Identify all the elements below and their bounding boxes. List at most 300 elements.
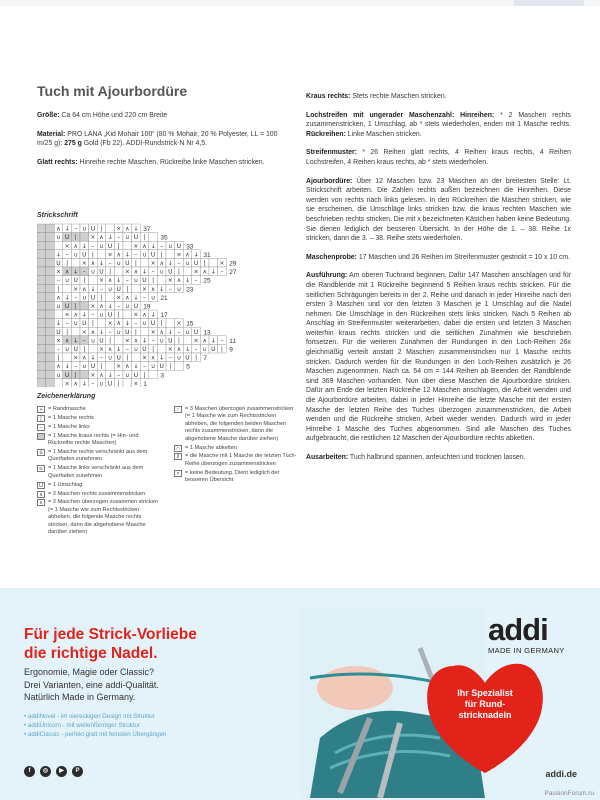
chart-symbol: ∧: [90, 328, 96, 336]
chart-symbol: –: [134, 251, 138, 259]
chart-cell: [46, 353, 55, 362]
chart-symbol: ×: [133, 380, 139, 387]
chart-symbol: |: [177, 337, 180, 345]
chart-symbol: U: [99, 268, 104, 276]
chart-symbol: ×: [193, 268, 199, 276]
kraus-label: Kraus rechts:: [306, 93, 351, 100]
ad-paragraph: [24, 666, 159, 704]
chart-cell: [106, 224, 115, 233]
chart-symbol: ↓: [64, 225, 70, 233]
chart-symbol: ×: [167, 277, 173, 285]
ausarbeiten-label: Ausarbeiten:: [306, 454, 349, 461]
chart-symbol: |: [177, 268, 180, 276]
chart-symbol: ∧: [125, 225, 130, 233]
loch-label2: Rückreihen:: [306, 130, 346, 138]
chart-symbol: |: [74, 371, 77, 379]
chart-symbol: ∪: [133, 346, 139, 353]
loch-paragraph: [306, 111, 571, 140]
chart-symbol: –: [108, 328, 112, 336]
ad-list-item: • addiUnicorn - mit wellenförmiger Struktur: [24, 721, 167, 730]
chart-row-number: 31: [203, 251, 211, 259]
legend-item: [37, 482, 162, 489]
chart-symbol: ∪: [116, 328, 121, 336]
chart-symbol: U: [150, 320, 156, 328]
chart-symbol: U: [133, 234, 139, 242]
chart-symbol: –: [151, 337, 155, 345]
chart-cell: [89, 344, 98, 353]
chart-symbol: ∪: [107, 354, 113, 362]
right-column: [306, 92, 571, 472]
chart-row-number: 11: [229, 337, 236, 345]
chart-cell: [37, 336, 46, 345]
chart-symbol: –: [65, 320, 69, 328]
made-in-germany: MADE IN GERMANY: [488, 646, 565, 655]
chart-symbol: –: [100, 354, 103, 362]
chart-symbol: ∧: [150, 285, 156, 293]
chart-symbol: ↓: [90, 285, 96, 293]
chart-symbol: ↓: [159, 354, 165, 362]
chart-symbol: ↓: [133, 225, 139, 233]
chart-cell: [132, 284, 141, 293]
chart-symbol: ↓: [107, 303, 113, 310]
chart-cell: [37, 370, 46, 379]
chart-symbol: ↓: [90, 354, 96, 362]
chart-symbol: ×: [133, 311, 139, 319]
chart-symbol: ∪: [150, 294, 156, 302]
chart-symbol: –: [143, 363, 146, 371]
chart-cell: [46, 276, 55, 285]
chart-symbol: ×: [124, 268, 130, 276]
chart-symbol: ↓: [193, 251, 199, 259]
ad-paragraph-line3: Natürlich Made in Germany.: [24, 692, 136, 702]
legend-item: [37, 491, 162, 498]
youtube-icon[interactable]: ▶: [56, 766, 67, 777]
chart-symbol: ↓: [184, 277, 191, 285]
ausfuehrung-paragraph: [306, 271, 571, 444]
top-tab: [514, 0, 584, 6]
chart-symbol: ×: [98, 277, 105, 285]
chart-row-number: 33: [186, 243, 194, 251]
chart-symbol: –: [177, 328, 181, 336]
chart-cell: [37, 301, 46, 310]
chart-symbol: |: [74, 234, 77, 242]
chart-symbol: ∪: [107, 285, 113, 293]
chart-cell: [140, 327, 149, 336]
chart-symbol: ×: [176, 320, 182, 328]
ad-paragraph-line1: Ergonomie, Magie oder Classic?: [24, 667, 155, 677]
chart-cell: [37, 293, 46, 302]
chart-symbol: U: [73, 346, 78, 353]
material-paragraph: [37, 130, 293, 149]
chart-cell: [54, 310, 63, 319]
chart-symbol: ×: [167, 346, 173, 353]
chart-cell: [46, 233, 55, 242]
chart-cell: [183, 267, 192, 276]
chart-row-number: 29: [229, 260, 237, 268]
groesse-paragraph: [37, 111, 293, 121]
chart-symbol: ∧: [150, 354, 156, 362]
chart-symbol: –: [65, 251, 69, 259]
groesse-label: Größe:: [37, 112, 60, 119]
chart-cell: [114, 336, 123, 345]
chart-symbol: |: [160, 251, 163, 259]
chart-symbol: ×: [98, 346, 105, 353]
legend-symbol: ∩: [174, 445, 182, 452]
chart-cell: [46, 370, 55, 379]
loch-text: * 2 Maschen rechts zusammenstricken, 1 Umschlag, ab * stets wiederholen, enden mit 1 Masche rechts.: [306, 111, 571, 129]
chart-cell: [63, 353, 72, 362]
chart-symbol: ∪: [168, 242, 173, 250]
ad-product-list: [24, 712, 167, 740]
chart-symbol: –: [108, 260, 112, 267]
ajour-text: Über 12 Maschen bzw. 23 Maschen an der breitesten Stelle: Lt. Strickschrift arbeiten. Die Zahlen rechts außen bezeichnen die Hinreihen. Diese werden von rechts nach links gelesen. In den Rückreihen die Maschen stricken, wie sie erscheinen, die Umschläge links stricken bzw. die kraus rechten Maschen wie beschrieben rechts stricken. Die mit x bezeichneten Kästchen haben keine Bedeutung. Sie dienen lediglich der besseren Übersicht. In der Höhe die 1. – 38. Reihe 1x stricken, dann die 3. – 38. Reihe stets wiederholen.: [306, 177, 571, 243]
chart-symbol: U: [125, 260, 130, 267]
chart-symbol: –: [143, 294, 146, 302]
legend-symbol: ∧: [38, 491, 44, 498]
chart-cell: [149, 370, 158, 379]
chart-symbol: ∧: [159, 260, 164, 267]
legend-text: = 1 Masche rechts verschränkt aus dem Querfaden zunehmen: [48, 449, 148, 463]
chart-symbol: ∧: [56, 294, 61, 302]
chart-cell: [166, 250, 175, 259]
chart-symbol: U: [142, 277, 147, 285]
chart-symbol: ×: [133, 242, 139, 250]
chart-cell: [46, 344, 55, 353]
chart-symbol: ∪: [150, 363, 156, 371]
chart-symbol: U: [133, 303, 139, 310]
legend-item: [37, 406, 162, 413]
knitting-chart: [37, 222, 277, 387]
chart-symbol: ∪: [82, 225, 87, 233]
chart-symbol: ∪: [99, 380, 104, 387]
legend-symbol: ×: [174, 470, 182, 477]
heart-line2: für Rund-: [464, 699, 506, 709]
chart-symbol: U: [64, 303, 70, 310]
chart-symbol: –: [74, 225, 78, 233]
glatt-paragraph: [37, 158, 293, 168]
kraus-text: Stets rechte Maschen stricken.: [350, 93, 447, 100]
chart-symbol: ∧: [99, 234, 104, 242]
chart-symbol: ∧: [99, 371, 104, 379]
chart-symbol: ×: [64, 380, 70, 387]
kraus-paragraph: [306, 92, 571, 102]
chart-symbol: ∧: [56, 363, 61, 371]
chart-cell: [80, 301, 89, 310]
legend-column-1: [37, 406, 162, 538]
chart-symbol: ∪: [116, 260, 121, 267]
chart-cell: [157, 276, 166, 285]
chart-symbol: –: [82, 337, 86, 345]
streifen-paragraph: [306, 148, 571, 167]
loch-text2: Linke Maschen stricken.: [345, 130, 422, 138]
chart-symbol: ∪: [176, 354, 182, 362]
chart-symbol: –: [117, 303, 121, 310]
ausfuehrung-label: Ausführung:: [306, 272, 348, 280]
chart-symbol: |: [57, 285, 60, 293]
chart-cell: [46, 336, 55, 345]
chart-symbol: ↓: [81, 380, 87, 387]
addi-url[interactable]: addi.de: [545, 769, 577, 779]
chart-symbol: ∪: [185, 328, 190, 336]
chart-symbol: |: [195, 354, 198, 362]
chart-row-number: 9: [229, 346, 233, 354]
chart-symbol: ∪: [56, 371, 61, 379]
chart-symbol: ∪: [125, 234, 130, 242]
ausfuehrung-text: Am oberen Tuchrand beginnen. Dafür 147 Maschen anschlagen und für die Randblende mit 1 Rückreihe beginnend 5 Reihen kraus rechts stricken. Für die seitlichen Schrägungen bereits in der 2. Reihe und danach in jeder Hinreihe nach den ersten 3 Maschen und vor den letzten 3 Maschen je 1 Umschlag auf die Nadel nehmen. Die Umschläge in den Rückreihen stets links stricken. Nach 5 Reihen ab Anschlag im Streifenmuster weiterarbeiten, dabei die ersten und letzten 3 Maschen weiterhin kraus rechts stricken und die seitlichen Zunahmen wie beschrieben fortsetzen. Für die weiteren Zunahmen der Rundungen in den Loch-Reihen 26x gleichmäßig verteilt anstatt 2 Maschen zusammenstricken nur 1 Masche rechts stricken. Dadurch werden für die Rundungen in den Loch-Reihen zusätzlich je 26 Maschen zugenommen. Nach ca. 54 cm = 144 Reihen ab Beenden der Randblende sind 369 Maschen vorhanden. Nun über diese Maschen die Ajourbordüre stricken. Dafür am Ende der letzten Rückreihe 12 Maschen anschlagen, die Arbeit wenden und die Ajourbordüre arbeiten, dabei in jeder Hinreihe die letzte Masche mit der ersten Masche der letzten Reihe des Tuches überzogen zusammenstricken, die Arbeit wenden und die Rückreihe stricken, Arbeit wieder wenden. Dadurch wird in jeder Hinreihe 1 Masche des Tuches abgenommen. Sind alle Maschen des Tuches aufgebraucht, die restlichen 12 Maschen der Ajourbordüre rechts abketten.: [306, 272, 571, 443]
chart-symbol: U: [56, 328, 61, 336]
chart-symbol: ×: [150, 260, 156, 267]
chart-row-number: 15: [186, 320, 194, 328]
legend-text: = die Masche mit 1 Masche der letzten Tuch-Reihe überzogen zusammenstricken: [185, 453, 297, 467]
chart-symbol: ×: [55, 268, 62, 276]
logo-word: addi: [488, 612, 548, 647]
chart-symbol: ∧: [125, 363, 130, 371]
chart-cell: [37, 276, 46, 285]
chart-symbol: U: [116, 354, 121, 362]
chart-cell: [37, 379, 46, 387]
chart-symbol: ×: [193, 337, 199, 345]
chart-symbol: ×: [150, 328, 156, 336]
legend-text: = 1 Masche rechts: [48, 414, 94, 421]
legend-symbol: ↑: [174, 406, 182, 413]
chart-cell: [106, 362, 115, 371]
legend-title: Zeichenerklärung: [37, 393, 96, 400]
chart-symbol: ∪: [99, 242, 104, 250]
chart-symbol: U: [142, 346, 147, 353]
chart-cell: [106, 293, 115, 302]
chart-symbol: ×: [107, 320, 113, 328]
glatt-label: Glatt rechts:: [37, 158, 78, 166]
chart-symbol: ∪: [125, 371, 130, 379]
addi-logo: [488, 612, 578, 655]
chart-symbol: ↓: [133, 363, 139, 371]
maschenprobe-label: Maschenprobe:: [306, 253, 357, 261]
chart-row-number: 27: [229, 269, 237, 277]
chart-symbol: |: [100, 294, 103, 302]
chart-title: Strickschrift: [37, 212, 78, 219]
chart-symbol: ∧: [64, 268, 70, 276]
chart-symbol: |: [134, 328, 137, 336]
chart-symbol: ↓: [210, 337, 216, 345]
legend-text: = 1 Masche links: [48, 423, 90, 430]
chart-symbol: ↓: [116, 346, 122, 353]
chart-symbol: –: [160, 242, 164, 250]
chart-symbol: –: [125, 346, 129, 353]
chart-symbol: U: [64, 234, 70, 242]
chart-symbol: ×: [107, 251, 113, 259]
chart-cell: [37, 284, 46, 293]
pinterest-icon[interactable]: P: [72, 766, 83, 777]
chart-symbol: ∧: [185, 251, 190, 259]
material-text2: Gold (Fb 22). ADDI-Rundstrick-N Nr 4,5.: [81, 140, 208, 148]
chart-symbol: ∧: [133, 337, 139, 345]
chart-symbol: ∧: [202, 268, 207, 276]
chart-symbol: ↓: [81, 311, 87, 319]
chart-symbol: |: [91, 251, 94, 259]
chart-row-number: 13: [203, 329, 211, 337]
legend-text: = Randmasche: [48, 406, 86, 412]
chart-symbol: –: [91, 242, 95, 250]
chart-symbol: ↓: [107, 371, 113, 379]
ad-list-item: • addiClassic - perfekt glatt mit feinsten Übergängen: [24, 730, 167, 739]
chart-symbol: U: [107, 380, 113, 387]
chart-cell: [46, 362, 55, 371]
chart-symbol: –: [177, 260, 181, 267]
chart-symbol: |: [117, 242, 120, 250]
chart-symbol: ×: [64, 311, 70, 319]
ad-paragraph-line2: Drei Varianten, eine addi-Qualität.: [24, 679, 159, 690]
chart-symbol: |: [109, 337, 112, 345]
chart-symbol: ∪: [90, 268, 96, 276]
legend-text: = 1 Masche links verschränkt aus dem Querfaden zunehmen: [48, 465, 144, 479]
chart-symbol: ∧: [133, 268, 139, 276]
streifen-text: * 26 Reihen glatt rechts, 4 Reihen kraus rechts, 4 Reihen Lochstreifen, 4 Reihen kraus rechts, ab * stets wiederholen.: [306, 149, 571, 166]
chart-symbol: ∪: [82, 294, 87, 302]
ajour-paragraph: [306, 177, 571, 244]
instagram-icon[interactable]: ◎: [40, 766, 51, 777]
legend-column-2: [174, 406, 299, 486]
chart-symbol: |: [152, 277, 155, 285]
chart-symbol: –: [74, 294, 78, 302]
legend-item: [174, 453, 299, 468]
chart-cell: [209, 258, 218, 267]
chart-symbol: ↓: [98, 260, 105, 267]
legend-text: = 1 Masche kraus rechts (= Hin- und Rückreihe rechte Maschen): [48, 432, 139, 447]
watermark: PassionForum.ru: [544, 790, 594, 797]
chart-cell: [71, 258, 80, 267]
chart-cell: [71, 327, 80, 336]
chart-cell: [97, 319, 106, 328]
legend-symbol: U: [37, 482, 45, 489]
chart-cell: [63, 284, 72, 293]
chart-symbol: ↓: [141, 268, 148, 276]
chart-symbol: –: [220, 268, 224, 276]
streifen-label: Streifenmuster:: [306, 149, 357, 157]
chart-symbol: U: [168, 337, 173, 345]
chart-symbol: |: [66, 260, 69, 267]
chart-symbol: |: [91, 320, 94, 328]
chart-row-number: 35: [160, 234, 168, 242]
chart-symbol: ∪: [90, 337, 96, 345]
chart-symbol: ↓: [150, 242, 156, 250]
chart-symbol: –: [82, 268, 86, 276]
material-amount: 275 g: [64, 140, 82, 148]
chart-cell: [46, 379, 55, 387]
chart-symbol: ×: [64, 242, 70, 250]
chart-symbol: –: [117, 234, 121, 242]
chart-symbol: –: [117, 371, 121, 379]
chart-symbol: ∧: [73, 242, 78, 250]
chart-cell: [46, 319, 55, 328]
chart-cell: [37, 319, 46, 328]
chart-symbol: ∧: [64, 337, 70, 345]
chart-symbol: U: [168, 268, 173, 276]
chart-symbol: ∧: [142, 311, 147, 319]
chart-cell: [89, 276, 98, 285]
chart-symbol: ∪: [176, 285, 182, 293]
chart-symbol: ∪: [125, 303, 130, 310]
chart-row-number: 5: [186, 363, 190, 371]
chart-symbol: ↓: [133, 294, 139, 302]
chart-symbol: ∧: [99, 303, 104, 310]
chart-symbol: |: [83, 346, 86, 353]
chart-symbol: |: [100, 225, 103, 233]
chart-cell: [140, 258, 149, 267]
material-text: PRO LANA „Kid Mohair 100“ (80 % Mohair, 20 % Polyester, LL = 100 m/25 g):: [37, 130, 278, 148]
chart-symbol: |: [160, 320, 163, 328]
chart-symbol: –: [168, 354, 172, 362]
chart-symbol: ∧: [90, 260, 96, 267]
chart-symbol: U: [211, 346, 216, 353]
chart-symbol: ∧: [116, 320, 121, 328]
chart-symbol: |: [126, 354, 129, 362]
chart-symbol: –: [74, 363, 78, 371]
chart-symbol: ×: [116, 294, 122, 302]
chart-symbol: ↓: [167, 260, 173, 267]
chart-symbol: ∪: [142, 251, 147, 259]
chart-cell: [157, 344, 166, 353]
chart-cell: [46, 327, 55, 336]
chart-symbol: |: [117, 380, 120, 387]
chart-symbol: –: [57, 277, 60, 285]
chart-cell: [123, 241, 132, 250]
facebook-icon[interactable]: f: [24, 766, 35, 777]
chart-cell: [123, 379, 132, 387]
chart-symbol: ↓: [150, 311, 156, 319]
legend-text: = 1 Masche abketten: [185, 444, 238, 451]
chart-cell: [46, 241, 55, 250]
legend-item: [37, 449, 162, 464]
chart-cell: [175, 362, 184, 371]
chart-cell: [46, 301, 55, 310]
chart-symbol: ↓: [55, 320, 62, 328]
chart-row-number: 1: [143, 380, 147, 387]
chart-symbol: ×: [141, 354, 148, 362]
chart-symbol: ∪: [142, 320, 147, 328]
chart-symbol: ∧: [142, 242, 147, 250]
chart-symbol: –: [151, 268, 155, 276]
chart-symbol: U: [90, 225, 96, 233]
legend-symbol: ʊ: [37, 465, 45, 472]
legend-symbol: ∧: [38, 500, 44, 507]
chart-symbol: ×: [219, 260, 225, 267]
legend-symbol: |: [37, 415, 45, 422]
legend-text: = 2 Maschen rechts zusammenstricken: [48, 490, 146, 497]
chart-symbol: ∪: [73, 251, 78, 259]
chart-symbol: ∪: [202, 346, 207, 353]
chart-symbol: |: [143, 234, 146, 242]
chart-symbol: U: [125, 328, 130, 336]
chart-cell: [123, 310, 132, 319]
chart-symbol: U: [73, 277, 78, 285]
chart-cell: [166, 319, 175, 328]
chart-symbol: U: [107, 311, 113, 319]
legend-item: [37, 499, 162, 536]
chart-cell: [80, 233, 89, 242]
chart-symbol: ∧: [107, 346, 113, 353]
chart-row-number: 3: [160, 372, 165, 380]
chart-symbol: ×: [90, 371, 96, 379]
chart-symbol: ∪: [185, 260, 190, 267]
addi-advertisement: [0, 588, 600, 800]
chart-symbol: U: [193, 260, 199, 267]
chart-cell: [114, 267, 123, 276]
ad-headline-line1: Für jede Strick-Vorliebe: [24, 626, 197, 643]
chart-symbol: ×: [116, 363, 122, 371]
chart-symbol: |: [203, 260, 206, 267]
chart-symbol: ∧: [73, 380, 78, 387]
chart-cell: [37, 224, 46, 233]
